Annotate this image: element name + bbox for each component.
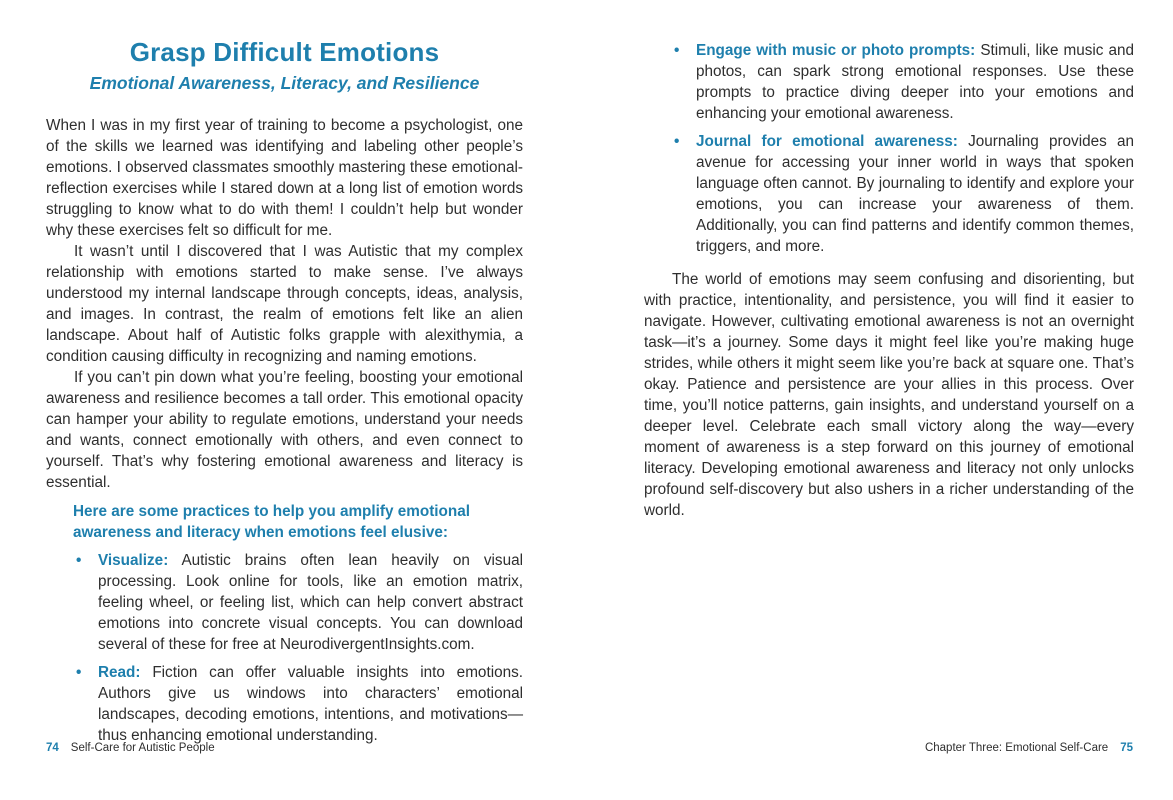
bullet-text: Autistic brains often lean heavily on visual processing. Look online for tools, like an emotion matrix, feeling wheel, or feeling list, which can help convert abstract emotions into concrete visual concepts. You can download several of these for free at NeurodivergentInsights.com. — [98, 552, 523, 653]
practices-heading: Here are some practices to help you amplify emotional awareness and literacy when emotions feel elusive: — [73, 503, 470, 541]
paragraph-discovery: It wasn’t until I discovered that I was Autistic that my complex relationship with emotions started to make sense. I’ve always understood my internal landscape through concepts, ideas, analysis, and images. In contrast, the realm of emotions felt like an alien landscape. About half of Autistic folks grapple with alexithymia, a condition causing difficulty in recognizing and naming emotions. — [46, 243, 523, 365]
bullet-term: Visualize: — [98, 552, 169, 569]
bullet-term: Journal for emotional awareness: — [696, 133, 958, 150]
bullet-term: Engage with music or photo prompts: — [696, 42, 976, 59]
paragraph-closing: The world of emotions may seem confusing and disorienting, but with practice, intentionality, and persistence, you will find it easier to navigate. However, cultivating emotional awareness is not an overnight task—it’s a journey. Some days it might feel like you’re making huge strides, while others it might seem like you’re back at square one. That’s okay. Patience and persistence are your allies in this process. Over time, you’ll notice patterns, gain insights, and understand yourself on a deeper level. Celebrate each small victory along the way—every moment of awareness is a step forward on this journey of emotional literacy. Developing emotional awareness and literacy not only unlocks profound self-discovery but also ushers in a richer understanding of the world. — [644, 271, 1134, 519]
right-page — [644, 0, 1134, 521]
bullet-text: Fiction can offer valuable insights into emotions. Authors give us windows into characters’ emotional landscapes, decoding emotions, intentions, and motivations—thus enhancing emotional understanding. — [98, 664, 524, 744]
list-item-music-photo-prompts — [644, 40, 1134, 124]
bullet-text: Journaling provides an avenue for accessing your inner world in ways that spoken language often cannot. By journaling to identify and explore your emotions, you can increase your awareness of them. Additionally, you can find patterns and identify common themes, triggers, and more. — [696, 133, 1135, 255]
left-page-number: 74 — [46, 742, 59, 754]
paragraph-opacity: If you can’t pin down what you’re feeling, boosting your emotional awareness and resilience becomes a tall order. This emotional opacity can hamper your ability to regulate emotions, understand your needs and wants, connect emotionally with others, and even connect to yourself. That’s why fostering emotional awareness and literacy is essential. — [46, 369, 523, 491]
right-footer-text: Chapter Three: Emotional Self-Care — [924, 742, 1109, 754]
left-footer-text: Self-Care for Autistic People — [70, 742, 215, 754]
left-page — [46, 0, 523, 746]
bullet-term: Read: — [98, 664, 141, 681]
paragraph-intro: When I was in my first year of training to become a psychologist, one of the skills we learned was identifying and labeling other people’s emotions. I observed classmates smoothly mastering these emotional-reflection exercises while I stared down at a long list of emotion words struggling to know what to do with them! I couldn’t help but wonder why these exercises felt so difficult for me. — [46, 117, 523, 239]
left-page-footer — [46, 741, 215, 755]
list-item-visualize — [46, 550, 523, 655]
chapter-title: Grasp Difficult Emotions — [129, 37, 440, 67]
bullet-text: Stimuli, like music and photos, can spark strong emotional responses. Use these prompts to practice diving deeper into your emotions and enhancing your emotional awareness. — [696, 42, 1135, 122]
practices-list-right — [644, 40, 1134, 257]
chapter-subtitle: Emotional Awareness, Literacy, and Resilience — [89, 73, 480, 93]
list-item-read — [46, 662, 523, 746]
list-item-journal — [644, 131, 1134, 257]
right-page-footer — [925, 741, 1133, 755]
practices-list-left — [46, 550, 523, 746]
right-page-number: 75 — [1120, 742, 1133, 754]
